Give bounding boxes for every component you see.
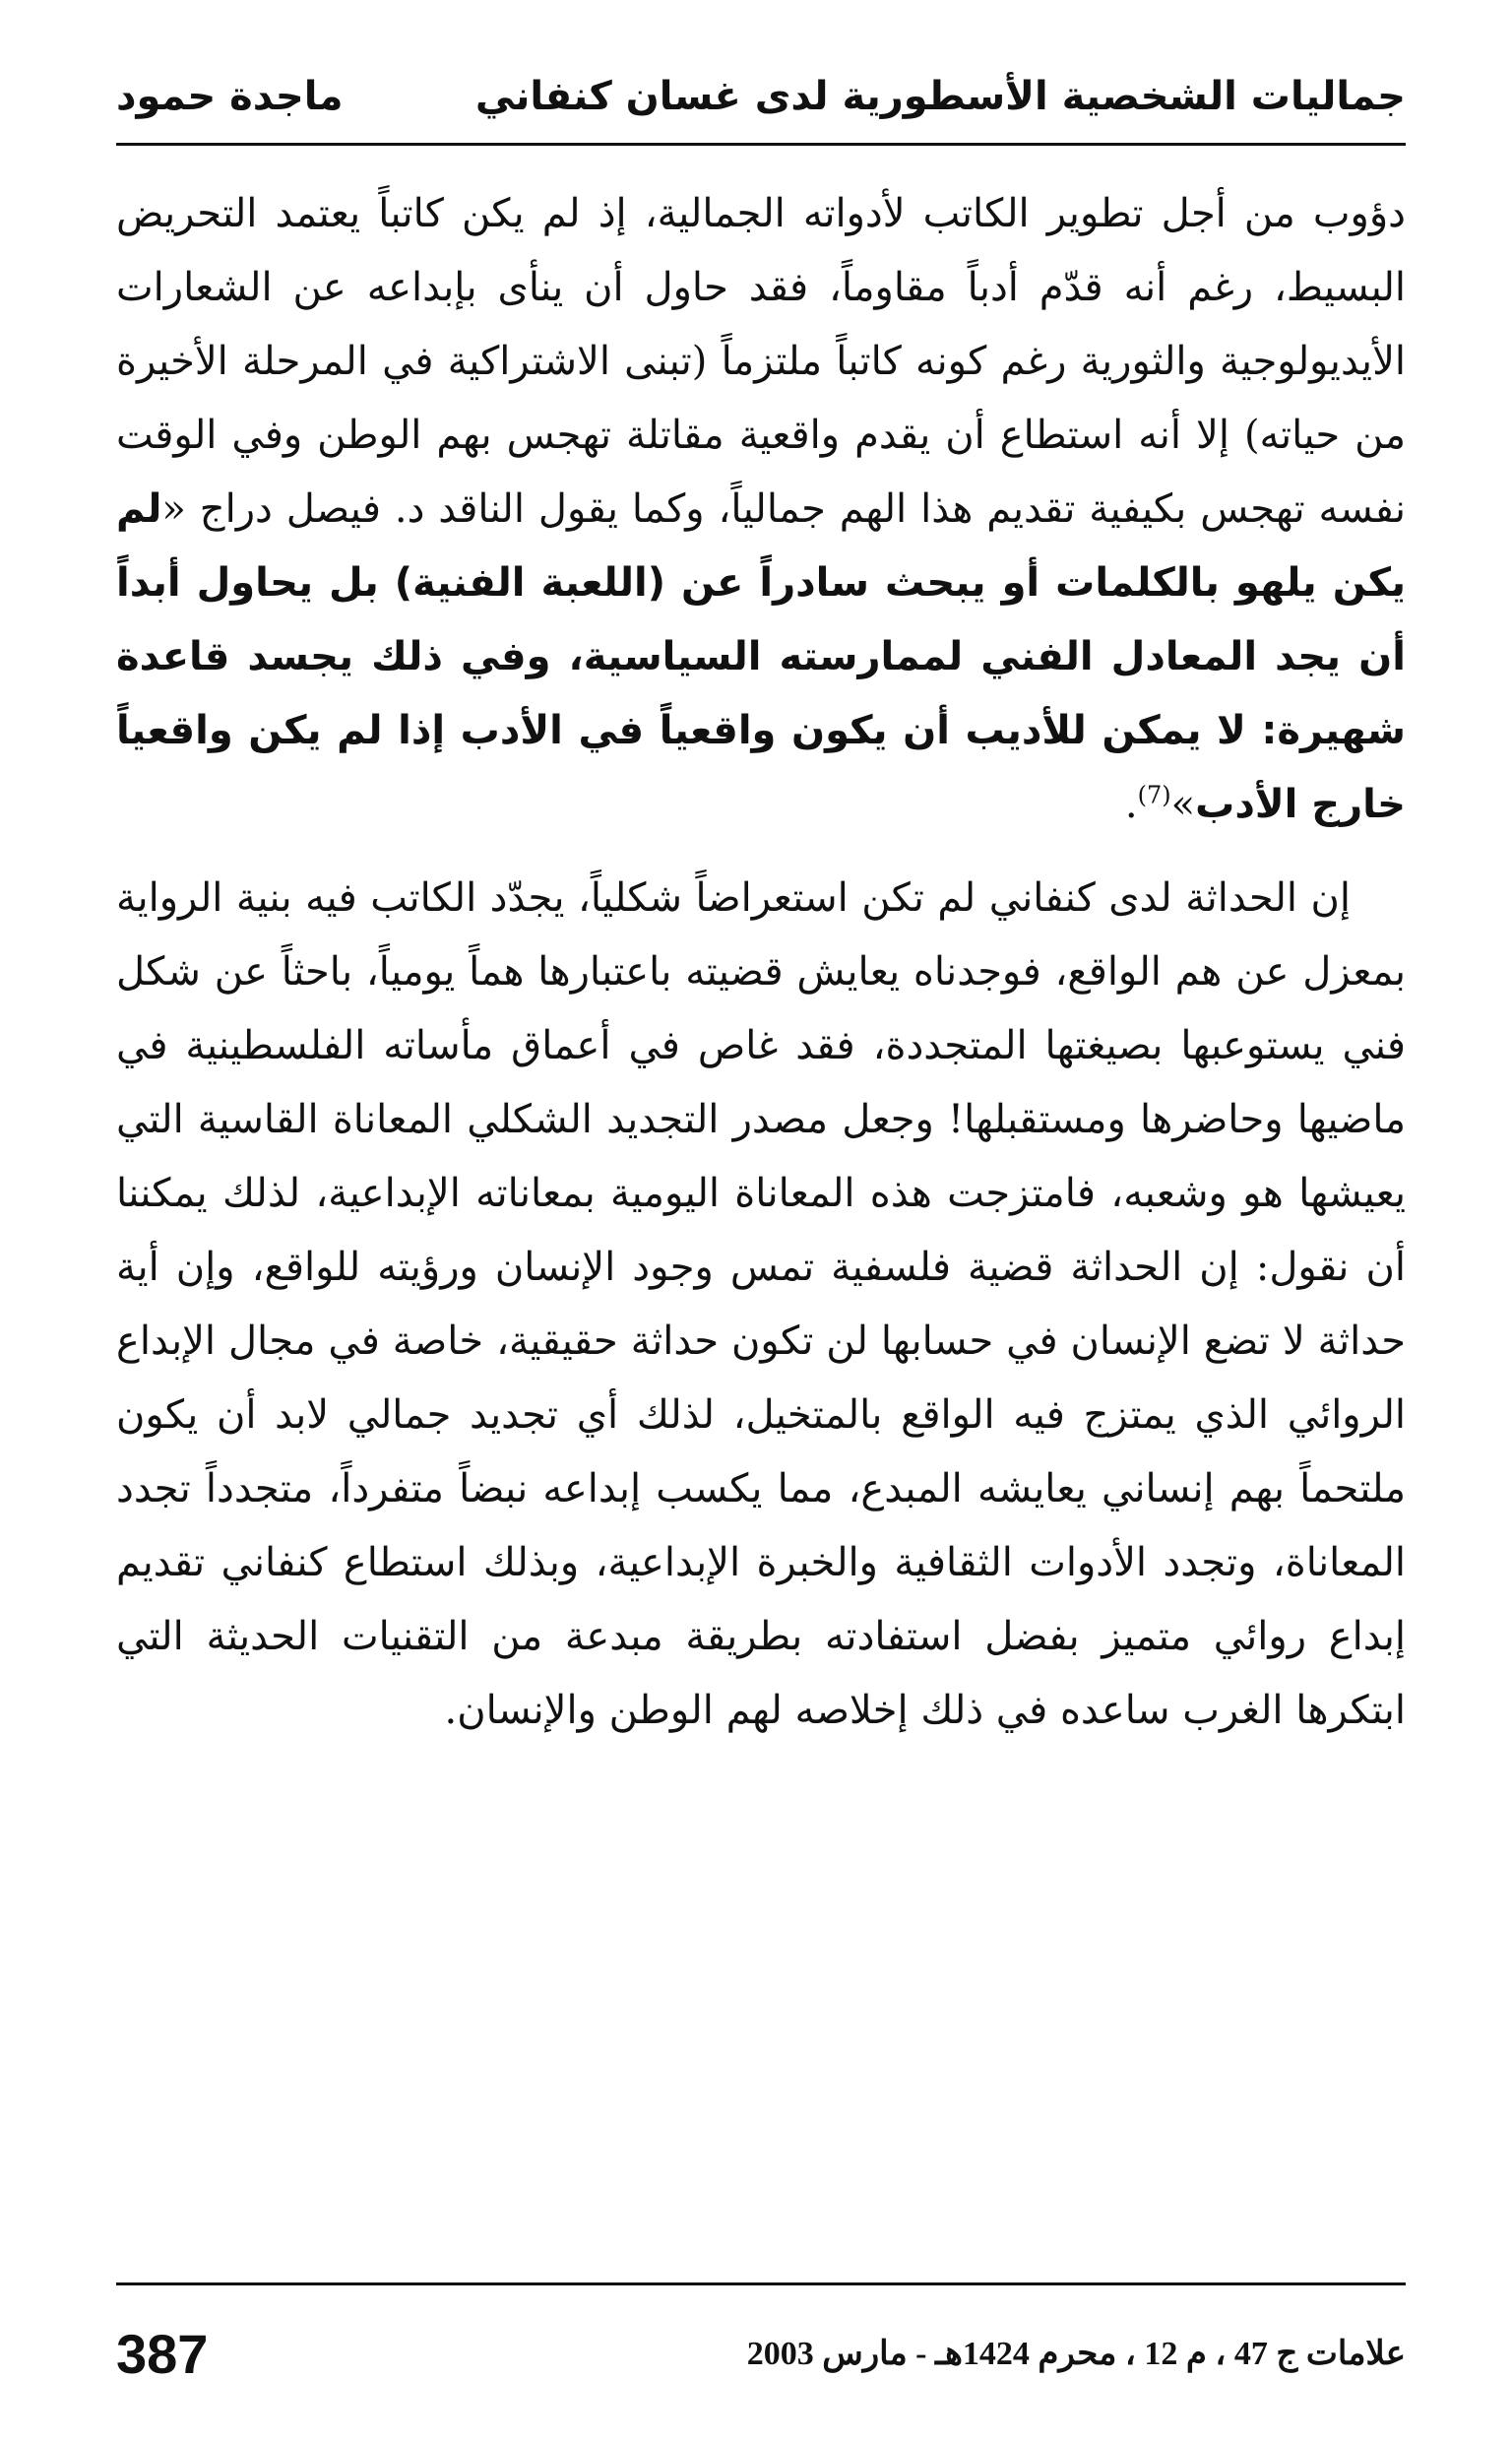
page-number: 387	[116, 2322, 209, 2385]
header-rule	[116, 143, 1406, 146]
paragraph-2: إن الحداثة لدى كنفاني لم تكن استعراضاً شكلياً، يجدّد الكاتب فيه بنية الرواية بمعزل عن هم الواقع، فوجدناه يعايش قضيته باعتبارها هماً يومياً، باحثاً عن شكل فني يستوعبها بصيغتها المتجددة، فقد غاص في أعماق مأساته الفلسطينية في ماضيها وحاضرها ومستقبلها! وجعل مصدر التجديد الشكلي المعاناة القاسية التي يعيشها هو وشعبه، فامتزجت هذه المعاناة اليومية بمعاناته الإبداعية، لذلك يمكننا أن نقول: إن الحداثة قضية فلسفية تمس وجود الإنسان ورؤيته للواقع، وإن أية حداثة لا تضع الإنسان في حسابها لن تكون حداثة حقيقية، خاصة في مجال الإبداع الروائي الذي يمتزج فيه الواقع بالمتخيل، لذلك أي تجديد جمالي لابد أن يكون ملتحماً بهم إنساني يعايشه المبدع، مما يكسب إبداعه نبضاً متفرداً، متجدداً تجدد المعاناة، وتجدد الأدوات الثقافية والخبرة الإبداعية، وبذلك استطاع كنفاني تقديم إبداع روائي متميز بفضل استفادته بطريقة مبدعة من التقنيات الحديثة التي ابتكرها الغرب ساعده في ذلك إخلاصه لهم الوطن والإنسان.	[116, 875, 1406, 1733]
article-title: جماليات الشخصية الأسطورية لدى غسان كنفاني	[474, 74, 1406, 119]
paragraph-1-text: دؤوب من أجل تطوير الكاتب لأدواته الجمالية، إذ لم يكن كاتباً يعتمد التحريض البسيط، رغم أنه قدّم أدباً مقاوماً، فقد حاول أن ينأى بإبداعه عن الشعارات الأيديولوجية والثورية رغم كونه كاتباً ملتزماً (تبنى الاشتراكية في المرحلة الأخيرة من حياته) إلا أنه استطاع أن يقدم واقعية مقاتلة تهجس بهم الوطن وفي الوقت نفسه تهجس بكيفية تقديم هذا الهم جمالياً، وكما يقول الناقد د. فيصل دراج «	[116, 191, 1406, 532]
footnote-reference: (7)	[1137, 781, 1171, 809]
bold-quote: لم يكن يلهو بالكلمات أو يبحث سادراً عن (اللعبة الفنية) بل يحاول أبداً أن يجد المعادل الفني لممارسته السياسية، وفي ذلك يجسد قاعدة شهيرة: لا يمكن للأديب أن يكون واقعياً في الأدب إذا لم يكن واقعياً خارج الأدب	[116, 486, 1406, 827]
journal-info: علامات ج 47 ، م 12 ، محرم 1424هـ - مارس 2003	[746, 2336, 1406, 2372]
body-text	[116, 177, 1406, 1748]
footer-rule	[116, 2282, 1406, 2285]
quote-close-mark: »	[1170, 782, 1196, 827]
paragraph-1	[116, 177, 1406, 842]
running-header	[116, 57, 1406, 136]
author-name: ماجدة حمود	[116, 74, 344, 119]
page-footer	[116, 2314, 1406, 2393]
paragraph-1-end: .	[1124, 782, 1138, 827]
